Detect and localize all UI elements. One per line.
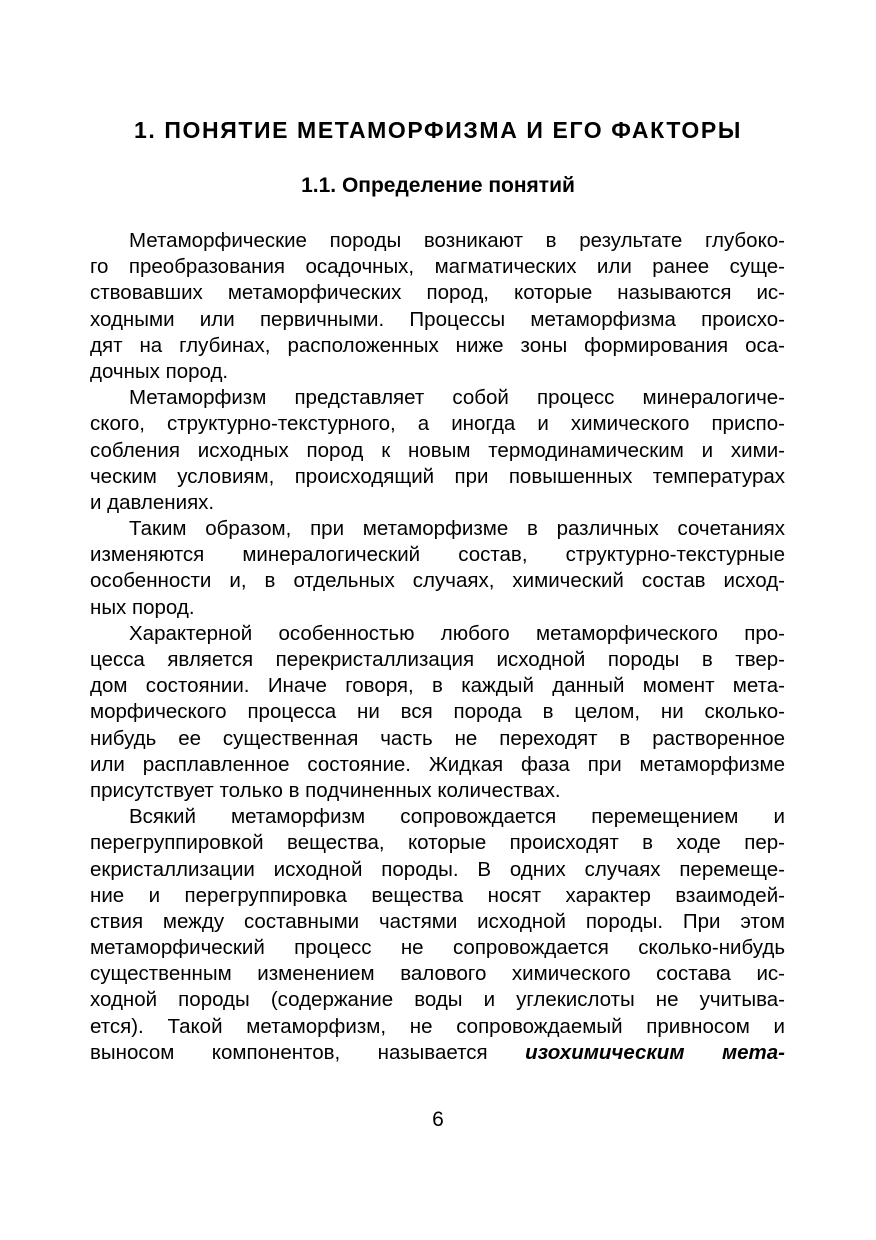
paragraph-4 xyxy=(90,621,785,804)
text-line-final xyxy=(90,1040,785,1066)
text-line: Всякий метаморфизм сопровождается перемещением и xyxy=(129,805,785,829)
text-line: собления исходных пород к новым термодинамическим и хими- xyxy=(90,438,785,462)
text-line: Метаморфизм представляет собой процесс минералогиче- xyxy=(129,386,785,410)
body-text xyxy=(90,228,785,1066)
text-line: или расплавленное состояние. Жидкая фаза при метаморфизме xyxy=(90,752,785,776)
text-line: Метаморфические породы возникают в результате глубоко- xyxy=(129,229,785,252)
text-line: ных пород. xyxy=(90,595,195,619)
text-line: дом состоянии. Иначе говоря, в каждый данный момент мета- xyxy=(90,674,785,698)
text-line: ется). Такой метаморфизм, не сопровождаемый привносом и xyxy=(90,1014,785,1038)
text-line: дочных пород. xyxy=(90,359,229,383)
text-line: ствия между составными частями исходной породы. При этом xyxy=(90,909,785,933)
text-line: ствовавших метаморфических пород, которые называются ис- xyxy=(90,281,785,305)
text-line: ние и перегруппировка вещества носят характер взаимодей- xyxy=(90,883,785,907)
text-line: Характерной особенностью любого метаморфического про- xyxy=(129,621,785,645)
text-line: присутствует только в подчиненных количествах. xyxy=(90,778,561,802)
text-line: метаморфический процесс не сопровождается сколько-нибудь xyxy=(90,936,785,960)
text-line: и давлениях. xyxy=(90,490,215,514)
paragraph-5 xyxy=(90,804,785,1066)
text-line: екристаллизации исходной породы. В одних случаях перемеще- xyxy=(90,857,785,881)
text-line: го преобразования осадочных, магматических или ранее суще- xyxy=(90,255,785,279)
chapter-title: 1. ПОНЯТИЕ МЕТАМОРФИЗМА И ЕГО ФАКТОРЫ xyxy=(134,117,742,143)
final-line-text: выносом компонентов, называется xyxy=(90,1040,488,1064)
emphasized-term: изохимическим мета- xyxy=(525,1040,785,1064)
text-line: ходными или первичными. Процессы метаморфизма происхо- xyxy=(90,307,785,331)
text-line: ческим условиям, происходящий при повышенных температурах xyxy=(90,464,785,488)
text-line: морфического процесса ни вся порода в целом, ни сколько- xyxy=(90,700,785,724)
paragraph-1 xyxy=(90,228,785,385)
paragraph-3 xyxy=(90,516,785,621)
text-line: особенности и, в отдельных случаях, химический состав исход- xyxy=(90,569,785,593)
section-title: 1.1. Определение понятий xyxy=(301,174,575,197)
text-line: существенным изменением валового химического состава ис- xyxy=(90,962,785,986)
text-line: перегруппировкой вещества, которые происходят в ходе пер- xyxy=(90,831,785,855)
text-line: ского, структурно-текстурного, а иногда и химического приспо- xyxy=(90,412,785,436)
page-number: 6 xyxy=(432,1108,444,1131)
text-line: цесса является перекристаллизация исходной породы в твер- xyxy=(90,648,785,671)
text-line: нибудь ее существенная часть не переходят в растворенное xyxy=(90,726,785,750)
text-line: ходной породы (содержание воды и углекислоты не учитыва- xyxy=(90,988,785,1012)
text-line: дят на глубинах, расположенных ниже зоны формирования оса- xyxy=(90,333,785,357)
text-line: изменяются минералогический состав, структурно-текстурные xyxy=(90,543,785,567)
text-line: Таким образом, при метаморфизме в различных сочетаниях xyxy=(129,517,785,541)
paragraph-2 xyxy=(90,385,785,516)
